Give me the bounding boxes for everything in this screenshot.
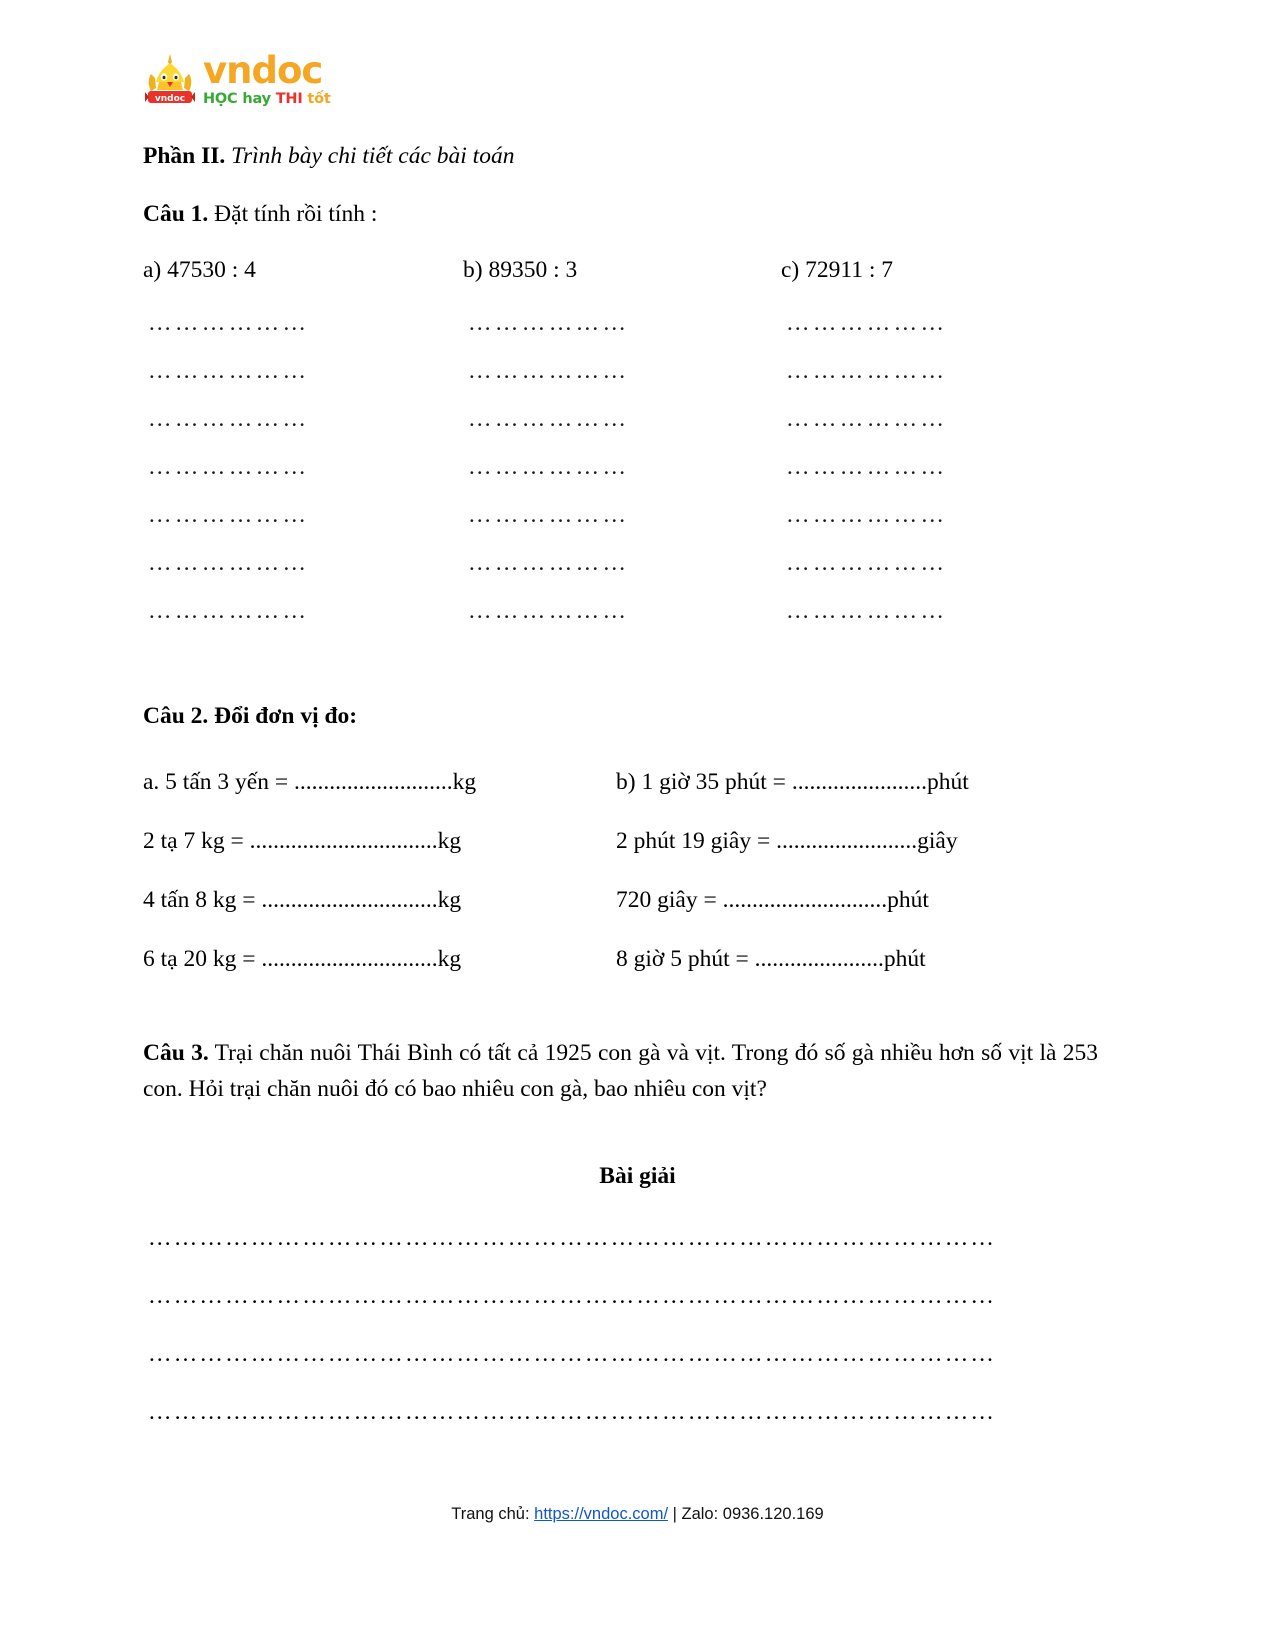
cau2-row-4-right xyxy=(616,946,926,973)
footer-suffix: | Zalo: 0936.120.169 xyxy=(668,1505,824,1523)
cau1-problem-a: a) 47530 : 4 xyxy=(143,257,256,283)
logo-text-block xyxy=(203,49,331,108)
footer-prefix: Trang chủ: xyxy=(451,1505,535,1523)
cau3-answer-line-1[interactable]: ……………………………………………………………………………………… xyxy=(148,1225,997,1251)
cau1-answer-line-b4[interactable]: ……………… xyxy=(468,454,630,480)
cau2-row-1-right-unit: phút xyxy=(926,769,969,795)
cau3-question xyxy=(143,1035,1098,1107)
cau1-problem-b: b) 89350 : 3 xyxy=(463,257,578,283)
cau2-row-4-right-dots[interactable]: ...................... xyxy=(754,946,884,972)
cau1-answer-line-c1[interactable]: ……………… xyxy=(786,310,948,336)
cau2-row-2-right xyxy=(616,828,958,855)
cau2-row-3-right xyxy=(616,887,929,914)
cau1-answer-line-b7[interactable]: ……………… xyxy=(468,598,630,624)
cau2-row-2-right-unit: giây xyxy=(917,828,958,854)
cau1-problem-c: c) 72911 : 7 xyxy=(781,257,894,283)
cau2-row-1-left-unit: kg xyxy=(452,769,477,795)
cau1-label: Câu 1. xyxy=(143,201,209,227)
cau3-answer-line-3[interactable]: ……………………………………………………………………………………… xyxy=(148,1341,997,1367)
vndoc-logo[interactable] xyxy=(143,49,331,108)
cau1-answer-line-c3[interactable]: ……………… xyxy=(786,406,948,432)
cau2-row-1-right xyxy=(616,769,969,796)
cau2-row-3-right-expr: 720 giây = xyxy=(616,887,723,913)
cau1-title: Đặt tính rồi tính : xyxy=(214,201,378,227)
logo-tagline-orange: tốt xyxy=(307,90,331,107)
logo-tagline xyxy=(203,92,331,107)
cau2-row-4-right-unit: phút xyxy=(883,946,926,972)
cau1-answer-line-a6[interactable]: ……………… xyxy=(148,550,310,576)
cau2-heading: Câu 2. Đổi đơn vị đo: xyxy=(143,703,358,729)
cau1-answer-line-b5[interactable]: ……………… xyxy=(468,502,630,528)
cau2-row-1-right-dots[interactable]: ....................... xyxy=(791,769,927,795)
cau2-row-2-right-dots[interactable]: ........................ xyxy=(776,828,918,854)
logo-tagline-red: THI xyxy=(275,90,308,107)
cau2-row-3-left-unit: kg xyxy=(437,887,462,913)
cau2-row-3-left xyxy=(143,887,461,914)
cau2-row-1-left-expr: a. 5 tấn 3 yến = xyxy=(143,769,294,795)
cau2-row-4-left-unit: kg xyxy=(437,946,462,972)
cau2-row-4-right-expr: 8 giờ 5 phút = xyxy=(616,946,755,972)
cau1-answer-line-a5[interactable]: ……………… xyxy=(148,502,310,528)
cau1-answer-line-b6[interactable]: ……………… xyxy=(468,550,630,576)
part-label: Phần II. xyxy=(143,143,226,169)
cau2-row-4-left xyxy=(143,946,461,973)
cau1-answer-line-b2[interactable]: ……………… xyxy=(468,358,630,384)
cau2-row-3-left-expr: 4 tấn 8 kg = xyxy=(143,887,262,913)
cau1-answer-line-c6[interactable]: ……………… xyxy=(786,550,948,576)
cau2-row-4-left-dots[interactable]: .............................. xyxy=(261,946,438,972)
cau1-answer-line-a1[interactable]: ……………… xyxy=(148,310,310,336)
cau1-answer-line-a4[interactable]: ……………… xyxy=(148,454,310,480)
page-footer xyxy=(0,1505,1275,1524)
cau1-answer-line-c2[interactable]: ……………… xyxy=(786,358,948,384)
cau2-row-2-left xyxy=(143,828,461,855)
cau1-answer-line-a3[interactable]: ……………… xyxy=(148,406,310,432)
cau2-row-3-left-dots[interactable]: .............................. xyxy=(261,887,438,913)
cau1-answer-line-a7[interactable]: ……………… xyxy=(148,598,310,624)
footer-website-link[interactable]: https://vndoc.com/ xyxy=(534,1505,669,1523)
cau1-answer-line-c5[interactable]: ……………… xyxy=(786,502,948,528)
cau1-answer-line-c4[interactable]: ……………… xyxy=(786,454,948,480)
logo-wordmark: vndoc xyxy=(203,49,323,93)
cau1-answer-line-c7[interactable]: ……………… xyxy=(786,598,948,624)
logo-badge-text: vndoc xyxy=(154,94,186,104)
cau2-row-2-left-expr: 2 tạ 7 kg = xyxy=(143,828,250,854)
cau2-row-4-left-expr: 6 tạ 20 kg = xyxy=(143,946,262,972)
cau2-row-2-left-unit: kg xyxy=(437,828,462,854)
cau2-row-1-right-expr: b) 1 giờ 35 phút = xyxy=(616,769,792,795)
cau2-row-2-right-expr: 2 phút 19 giây = xyxy=(616,828,777,854)
cau2-row-3-right-dots[interactable]: ............................ xyxy=(722,887,888,913)
cau2-row-1-left-dots[interactable]: ........................... xyxy=(293,769,453,795)
cau3-answer-line-2[interactable]: ……………………………………………………………………………………… xyxy=(148,1283,997,1309)
cau2-row-1-left xyxy=(143,769,476,796)
cau1-answer-line-b3[interactable]: ……………… xyxy=(468,406,630,432)
cau3-label: Câu 3. xyxy=(143,1040,209,1066)
cau2-row-3-right-unit: phút xyxy=(887,887,929,913)
cau3-solution-heading: Bài giải xyxy=(599,1163,676,1189)
logo-tagline-green: HỌC hay xyxy=(203,90,276,107)
part-title: Trình bày chi tiết các bài toán xyxy=(231,143,515,169)
cau3-answer-line-4[interactable]: ……………………………………………………………………………………… xyxy=(148,1399,997,1425)
cau2-row-2-left-dots[interactable]: ................................ xyxy=(249,828,438,854)
cau1-answer-line-b1[interactable]: ……………… xyxy=(468,310,630,336)
cau1-answer-line-a2[interactable]: ……………… xyxy=(148,358,310,384)
cau1-heading xyxy=(143,203,377,227)
cau3-text: Trại chăn nuôi Thái Bình có tất cả 1925 con gà và vịt. Trong đó số gà nhiều hơn số vịt là 253 con. Hỏi trại chăn nuôi đó có bao nhiêu con gà, bao nhiêu con vịt? xyxy=(143,1040,1098,1102)
vndoc-mascot-icon xyxy=(143,52,197,108)
part-heading xyxy=(143,145,514,169)
